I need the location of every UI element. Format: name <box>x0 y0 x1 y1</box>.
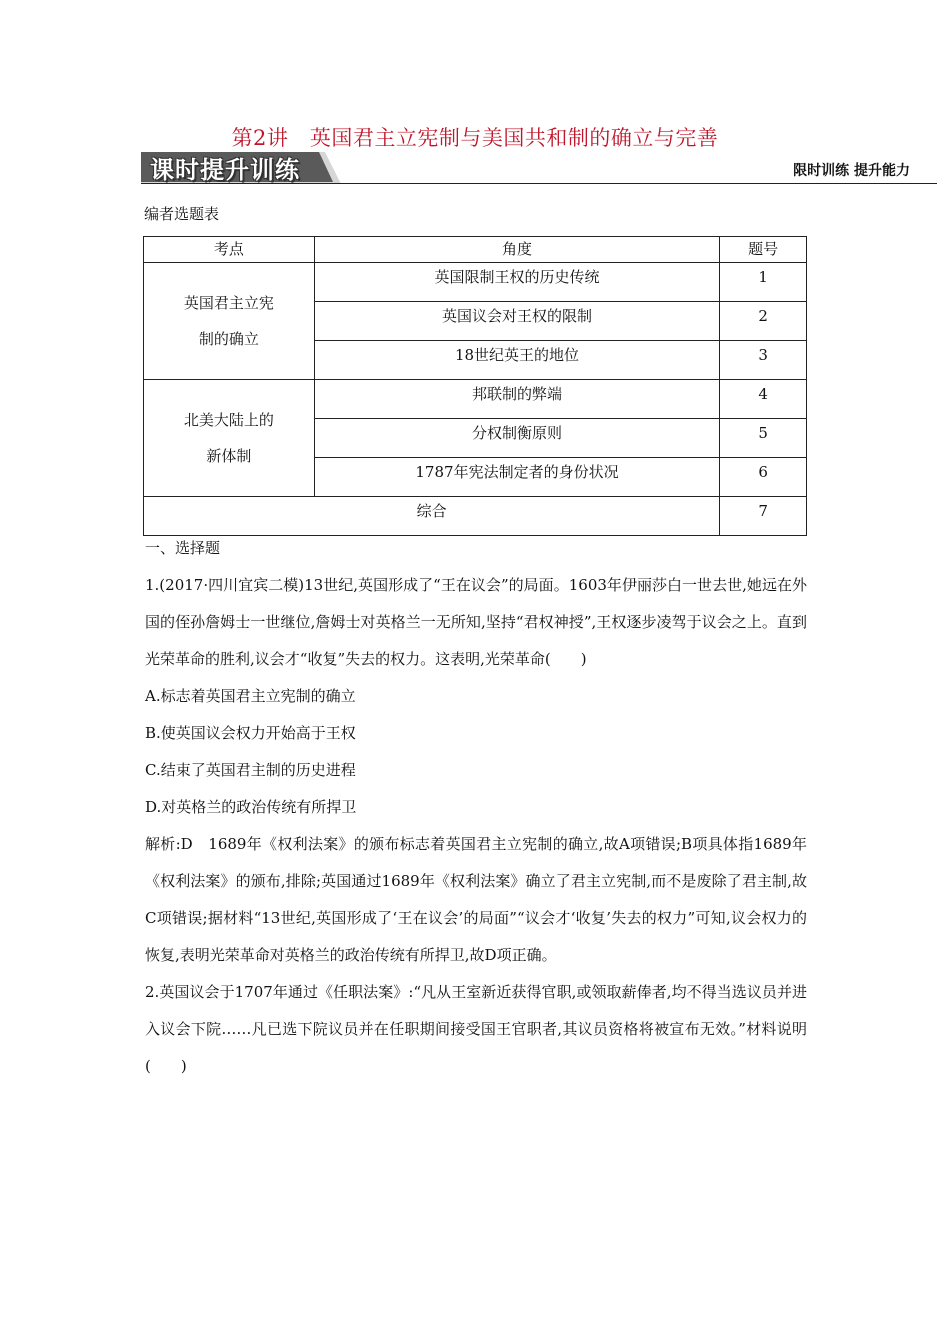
angle-cell: 分权制衡原则 <box>314 419 720 458</box>
number-cell: 3 <box>720 341 807 380</box>
question-2-stem: 2.英国议会于1707年通过《任职法案》:“凡从王室新近获得官职,或领取薪俸者,均不得当选议员并进入议会下院……凡已选下院议员并在任职期间接受国王官职者,其议员资格将被宣布无效。”材料说明( ) <box>145 983 807 1075</box>
topic-table <box>143 236 807 536</box>
angle-cell: 英国议会对王权的限制 <box>314 302 720 341</box>
banner-label: 课时提升训练 <box>150 156 300 184</box>
table-caption: 编者选题表 <box>144 205 220 223</box>
question-1-option-c: C.结束了英国君主制的历史进程 <box>145 761 356 779</box>
lesson-title: 第2讲 英国君主立宪制与美国共和制的确立与完善 <box>231 126 719 150</box>
number-cell: 2 <box>720 302 807 341</box>
header-number: 题号 <box>720 237 807 263</box>
question-1-option-a: A.标志着英国君主立宪制的确立 <box>145 687 356 705</box>
angle-cell: 18世纪英王的地位 <box>314 341 720 380</box>
header-topic: 考点 <box>144 237 315 263</box>
topic-text: 英国君主立宪制的确立 <box>183 294 274 348</box>
angle-cell: 邦联制的弊端 <box>314 380 720 419</box>
header-angle: 角度 <box>314 237 720 263</box>
topic-cell <box>144 380 315 497</box>
angle-cell: 1787年宪法制定者的身份状况 <box>314 458 720 497</box>
number-cell: 4 <box>720 380 807 419</box>
number-cell: 5 <box>720 419 807 458</box>
number-cell: 7 <box>720 497 807 536</box>
banner-slogan: 限时训练 提升能力 <box>793 163 910 179</box>
angle-cell: 英国限制王权的历史传统 <box>314 263 720 302</box>
banner-divider <box>141 183 937 184</box>
question-1-analysis: 解析:D 1689年《权利法案》的颁布标志着英国君主立宪制的确立,故A项错误;B项具体指1689年《权利法案》的颁布,排除;英国通过1689年《权利法案》确立了君主立宪制,而不是废除了君主制,故C项错误;据材料“13世纪,英国形成了‘王在议会’的局面”“议会才‘收复’失去的权力”可知,议会权力的恢复,表明光荣革命对英格兰的政治传统有所捍卫,故D项正确。 <box>145 835 807 964</box>
section-heading: 一、选择题 <box>145 539 221 557</box>
summary-cell: 综合 <box>144 497 720 536</box>
topic-text: 北美大陆上的新体制 <box>183 411 274 465</box>
number-cell: 6 <box>720 458 807 497</box>
table-row <box>144 380 807 419</box>
table-header-row <box>144 237 807 263</box>
question-1-stem: 1.(2017·四川宜宾二模)13世纪,英国形成了“王在议会”的局面。1603年伊丽莎白一世去世,她远在外国的侄孙詹姆士一世继位,詹姆士对英格兰一无所知,坚持“君权神授”,王权逐步凌驾于议会之上。直到光荣革命的胜利,议会才“收复”失去的权力。这表明,光荣革命( ) <box>145 576 807 668</box>
table-row <box>144 263 807 302</box>
number-cell: 1 <box>720 263 807 302</box>
topic-cell <box>144 263 315 380</box>
question-1-option-d: D.对英格兰的政治传统有所捍卫 <box>145 798 357 816</box>
question-1-option-b: B.使英国议会权力开始高于王权 <box>145 724 356 742</box>
question-content <box>145 530 807 1085</box>
